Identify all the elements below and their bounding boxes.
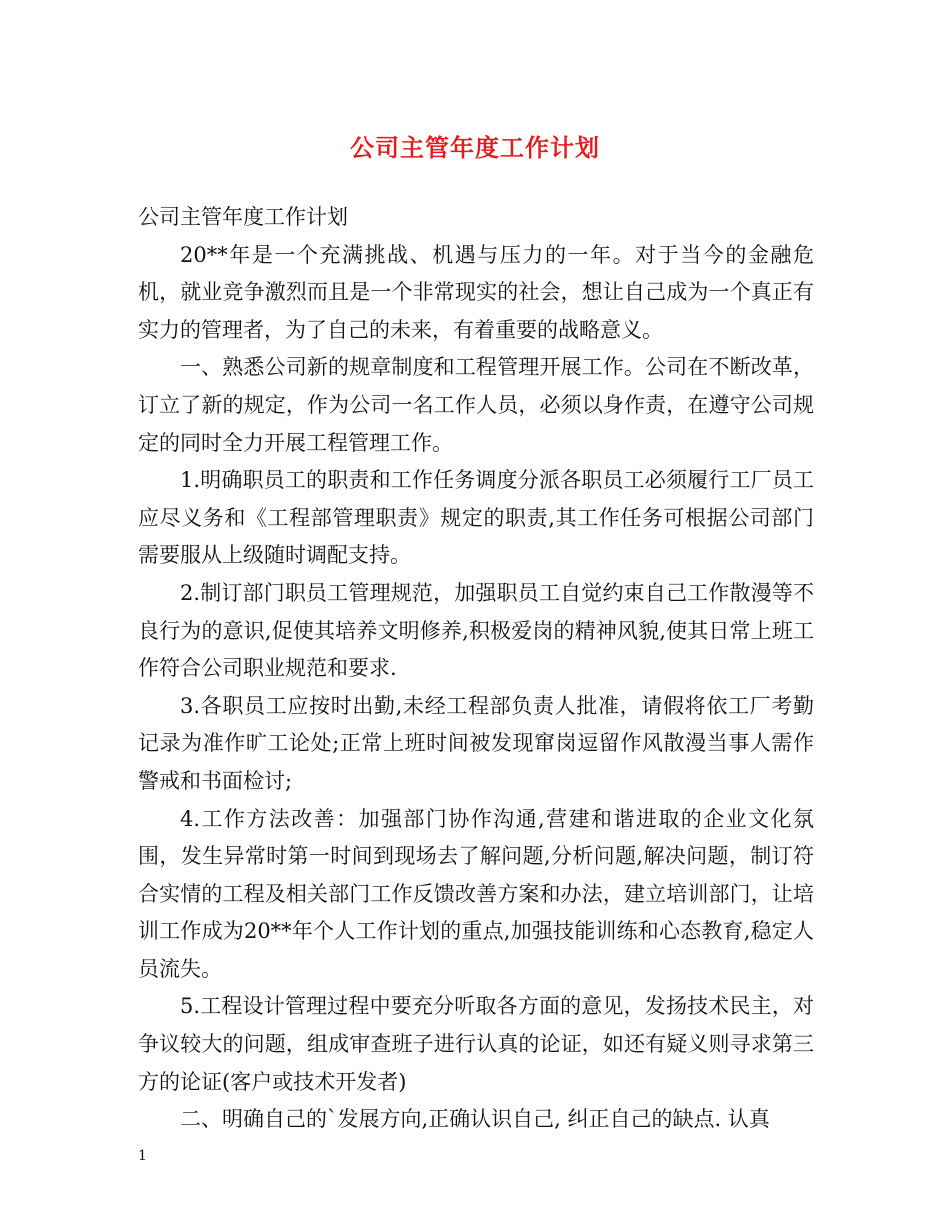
- body-paragraph: 20**年是一个充满挑战、机遇与压力的一年。对于当今的金融危机，就业竞争激烈而且是一个非常现实的社会，想让自己成为一个真正有实力的管理者，为了自己的未来，有着重要的战略意义。: [138, 242, 814, 342]
- body-paragraph: 3.各职员工应按时出勤,未经工程部负责人批准，请假将依工厂考勤记录为准作旷工论处;正常上班时间被发现窜岗逗留作风散漫当事人需作警戒和书面检讨;: [138, 693, 814, 793]
- body-paragraph-heading: 公司主管年度工作计划: [138, 205, 348, 229]
- body-paragraph: 二、明确自己的`发展方向,正确认识自己, 纠正自己的缺点. 认真: [180, 1107, 770, 1132]
- body-paragraph: 2.制订部门职员工管理规范，加强职员工自觉约束自己工作散漫等不良行为的意识,促使其培养文明修养,积极爱岗的精神风貌,使其日常上班工作符合公司职业规范和要求.: [138, 580, 814, 681]
- body-paragraph: 一、熟悉公司新的规章制度和工程管理开展工作。公司在不断改革，订立了新的规定，作为公司一名工作人员，必须以身作责，在遵守公司规定的同时全力开展工程管理工作。: [138, 355, 814, 455]
- body-paragraph: 1.明确职员工的职责和工作任务调度分派各职员工必须履行工厂员工应尽义务和《工程部管理职责》规定的职责,其工作任务可根据公司部门需要服从上级随时调配支持。: [138, 468, 814, 568]
- body-paragraph: 5.工程设计管理过程中要充分听取各方面的意见，发扬技术民主，对争议较大的问题，组成审查班子进行认真的论证，如还有疑义则寻求第三方的论证(客户或技术开发者): [138, 994, 814, 1094]
- document-body: [138, 199, 814, 1139]
- page-number: 1: [138, 1148, 147, 1164]
- body-paragraph: 4.工作方法改善：加强部门协作沟通,营建和谐进取的企业文化氛围，发生异常时第一时间到现场去了解问题,分析问题,解决问题，制订符合实情的工程及相关部门工作反馈改善方案和办法，建立培训部门，让培训工作成为20**年个人工作计划的重点,加强技能训练和心态教育,稳定人员流失。: [138, 806, 814, 981]
- document-title: 公司主管年度工作计划: [350, 133, 600, 162]
